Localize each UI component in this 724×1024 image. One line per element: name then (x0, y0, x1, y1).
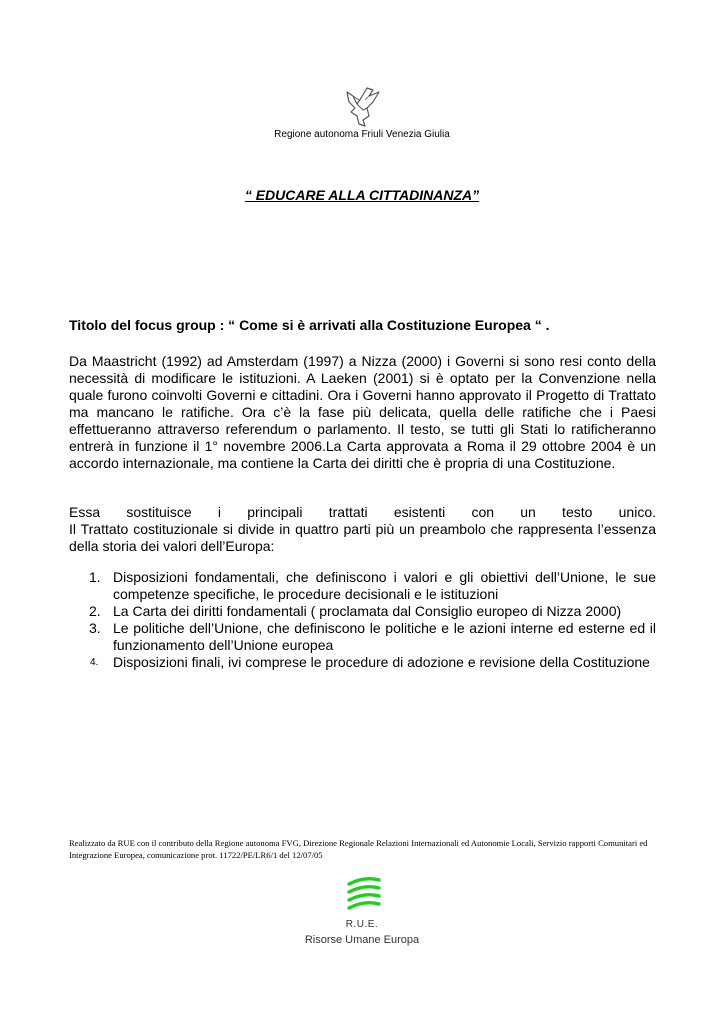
list-item (69, 603, 656, 620)
intro-paragraph: Da Maastricht (1992) ad Amsterdam (1997) a Nizza (2000) i Governi si sono resi conto della necessità di modificare le istituzioni. A Laeken (2001) si è optato per la Convenzione nella quale furono coinvolti Governi e cittadini. Ora i Governi hanno approvato il Progetto di Trattato ma mancano le ratifiche. Ora c’è la fase più delicata, quella delle ratifiche che i Paesi effettueranno attraverso referendum o parlamento. Il testo, se tutti gli Stati lo ratificheranno entrerà in funzione il 1° novembre 2006.La Carta approvata a Roma il 29 ottobre 2004 è un accordo internazionale, ma contiene la Carta dei diritti che è propria di una Costituzione. (69, 353, 656, 471)
list-item (69, 620, 656, 654)
list-item (69, 569, 656, 603)
focus-group-title: Titolo del focus group : “ Come si è arrivati alla Costituzione Europea “ . (69, 317, 550, 333)
region-name: Regione autonoma Friuli Venezia Giulia (274, 129, 450, 140)
list-text: Disposizioni fondamentali, che definiscono i valori e gli obiettivi dell’Unione, le sue competenze specifiche, le procedure decisionali e le istituzioni (113, 569, 656, 602)
eagle-emblem-icon (343, 86, 383, 130)
treaty-parts-list (69, 569, 656, 671)
paragraph-text: Il Trattato costituzionale si divide in quattro parti più un preambolo che rappresenta l’essenza della storia dei valori dell’Europa: (69, 521, 656, 554)
rue-logo-abbreviation: R.U.E. (345, 919, 379, 930)
rue-logo-name: Risorse Umane Europa (304, 934, 420, 946)
footer-credits: Realizzato da RUE con il contributo della Regione autonoma FVG, Direzione Regionale Relazioni Internazionali ed Autonomie Locali, Servizio rapporti Comunitari ed Integrazione Europea, comunicazione prot. 11722/PE/LR6/1 del 12/07/05 (69, 838, 648, 860)
second-paragraph (69, 504, 656, 555)
list-number: 1. (89, 569, 101, 585)
list-number: 2. (89, 603, 101, 619)
list-number: 4. (90, 657, 99, 668)
list-text: Le politiche dell’Unione, che definiscono le politiche e le azioni interne ed esterne ed il funzionamento dell’Unione europea (113, 620, 656, 653)
list-number: 3. (89, 620, 101, 636)
list-text: Disposizioni finali, ivi comprese le procedure di adozione e revisione della Costituzione (113, 654, 650, 670)
rue-waves-logo-icon (343, 875, 385, 913)
document-title: “ EDUCARE ALLA CITTADINANZA” (244, 187, 480, 203)
paragraph-line: Essa sostituisce i principali trattati esistenti con un testo unico. (69, 504, 656, 520)
list-text: La Carta dei diritti fondamentali ( proclamata dal Consiglio europeo di Nizza 2000) (113, 603, 622, 619)
list-item (69, 654, 656, 671)
